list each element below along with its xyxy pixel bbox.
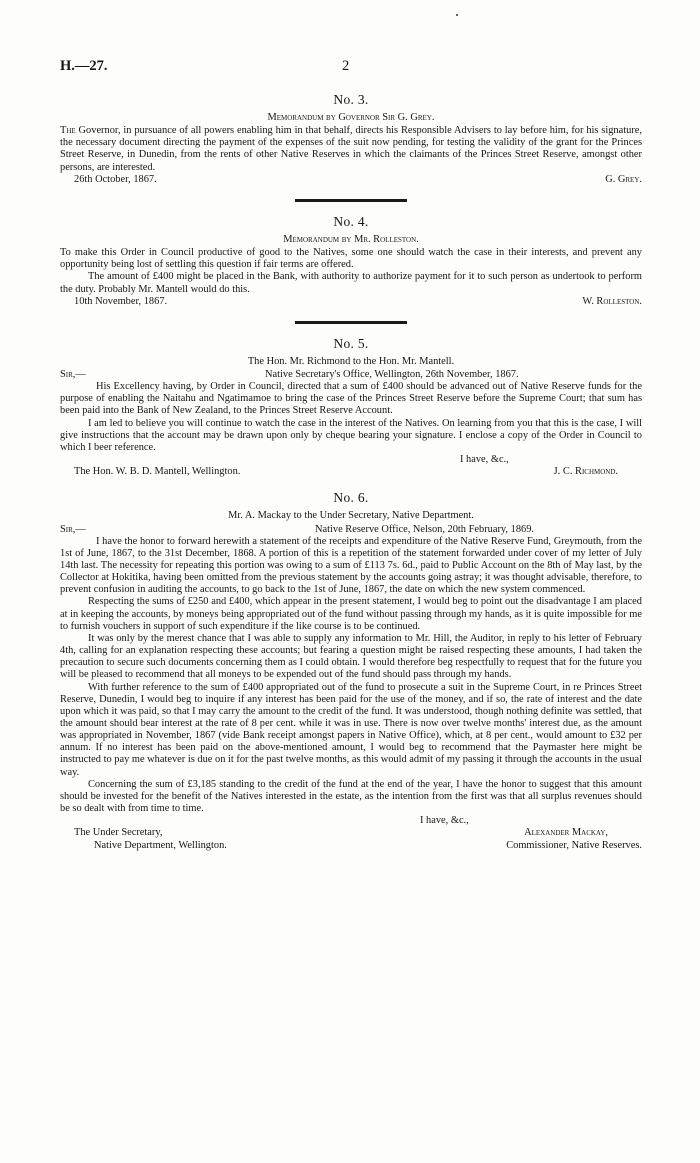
signature: G. Grey. [605, 173, 642, 185]
document-title: The Hon. Mr. Richmond to the Hon. Mr. Mantell. [247, 355, 455, 367]
signature: J. C. Richmond. [553, 466, 618, 478]
addressee-signature-row [60, 827, 642, 839]
document-number: No. 5. [333, 335, 369, 351]
paragraph: The amount of £400 might be placed in the Bank, with authority to authorize payment for it to such person as undertook to perform the duty. Probably Mr. Mantell would do this. [60, 271, 642, 295]
addressee-line-1: The Under Secretary, [74, 827, 163, 839]
paragraph: His Excellency having, by Order in Council, directed that a sum of £400 should be advanced out of Native Reserve funds for the purpose of enabling the Naitahu and Ngatimamoe to bring the case of the Princes Street Reserve before the Supreme Court; that sum has been paid into the Bank of New Zealand, to the Princes Street Reserve Account. [60, 381, 642, 417]
letter-no-6 [60, 490, 642, 851]
document-number: No. 4. [333, 213, 369, 229]
paragraph: Concerning the sum of £3,185 standing to the credit of the fund at the end of the year, I have the honor to suggest that this amount should be invested for the benefit of the Natives interested in the estate, as the intention from the first was that all surplus revenues should be so dealt with from time to time. [60, 778, 642, 815]
addressee-signature-row [60, 466, 642, 478]
page-header [60, 58, 642, 78]
closing-row [60, 815, 642, 827]
lead-word: The [60, 125, 76, 137]
salutation: Sir,— [60, 523, 86, 535]
page-number: 2 [342, 58, 350, 74]
section-divider [295, 321, 407, 324]
closing-row [60, 454, 642, 466]
dateline: Native Reserve Office, Nelson, 20th February, 1869. [315, 523, 535, 535]
speck-mark [456, 14, 458, 16]
signature: Alexander Mackay, [524, 827, 608, 839]
paragraph: I have the honor to forward herewith a statement of the receipts and expenditure of the Native Reserve Fund, Greymouth, from the 1st of June, 1867, to the 31st December, 1868. A portion of this is a repetition of the statement forwarded under cover of my letter of July 14th last. The necessity for repeating this portion was owing to a sum of £113 7s. 6d., paid to Public Account on the 8th of May last, by the Collector at Hokitika, having been omitted from the previous statement by the accounts going astray; it was thought advisable, therefore, to prevent confusion in auditing the accounts, to go back to the 1st of June, 1867, the date on which the new system commenced. [60, 535, 642, 596]
addressee-title-row [60, 840, 642, 852]
document-title: Mr. A. Mackay to the Under Secretary, Native Department. [228, 510, 474, 522]
document-title: Memorandum by Mr. Rolleston. [283, 233, 419, 245]
section-divider [295, 199, 407, 202]
document-title: Memorandum by Governor Sir G. Grey. [267, 112, 435, 123]
date: 10th November, 1867. [74, 295, 168, 307]
date-signature-row [60, 174, 642, 186]
document-number: No. 3. [333, 92, 369, 107]
salutation: Sir,— [60, 369, 86, 380]
paragraph: Respecting the sums of £250 and £400, which appear in the present statement, I would beg to point out the disadvantage I am placed at in keeping the accounts, by moneys being appropriated out of the fund without passing through my hands, as it is quite impossible for me to furnish vouchers in support of such expenditure if the like course is to be continued. [60, 596, 642, 632]
salutation-row [60, 369, 642, 381]
closing: I have, &c., [460, 454, 509, 466]
date-signature-row [60, 296, 642, 308]
date: 26th October, 1867. [74, 173, 157, 185]
addressee-line-2: Native Department, Wellington. [94, 839, 227, 851]
memorandum-no-4 [60, 214, 642, 308]
signature-title: Commissioner, Native Reserves. [506, 839, 642, 851]
document-body [60, 92, 642, 852]
closing: I have, &c., [420, 815, 469, 827]
signature: W. Rolleston. [582, 295, 642, 307]
paragraph: To make this Order in Council productive of good to the Natives, some one should watch the case in their interests, and prevent any opportunity being lost of settling this question if fair terms are offered. [60, 247, 642, 271]
memorandum-no-3 [60, 92, 642, 186]
paragraph [60, 125, 642, 174]
paragraph: It was only by the merest chance that I was able to supply any information to Mr. Hill, the Auditor, in reply to his letter of February 4th, calling for an explanation respecting these accounts; but fearing a question might be raised respecting these amounts, I had taken the precaution to secure such documents concerning them as I could obtain. I would therefore beg respectfully to request that for the future you will be pleased to recommend that all moneys to be expended out of the fund should pass through my hands. [60, 632, 642, 681]
document-number: No. 6. [333, 490, 369, 506]
paragraph-text: Governor, in pursuance of all powers enabling him in that behalf, directs his Responsible Advisers to lay before him, for his signature, the necessary document directing the payment of the expenses of the suit now pending, for testing the validity of the grant for the Princes Street Reserve, in Dunedin, from the rents of other Native Reserves in which the claimants of the Princes Street Reserve, amongst other persons, are interested. [60, 125, 642, 173]
paper-reference: H.—27. [60, 58, 108, 74]
letter-no-5 [60, 336, 642, 479]
salutation-row [60, 524, 642, 536]
paragraph: With further reference to the sum of £400 appropriated out of the fund to prosecute a suit in the Supreme Court, in re Princes Street Reserve, Dunedin, I would beg to inquire if any interest has been paid for the use of the money, and if so, the rate of interest and the date upon which it was paid, so that I may carry the amount to the credit of the fund. It was understood, though nothing definite was settled, that the amount should bear interest at the rate of 8 per cent. while it was in use. There is now over twelve months' interest due, as the amount was appropriated in November, 1867 (vide Bank receipt amongst papers in Native Office), which, at 8 per cent., would amount to £32 per annum. If no interest has been paid on the above-mentioned amount, I would beg to recommend that the Paymaster here might be instructed to pay me whatever is due on it for the past twelve months, as this would admit of my passing it through the accounts in the usual way. [60, 681, 642, 778]
addressee: The Hon. W. B. D. Mantell, Wellington. [74, 466, 241, 478]
dateline: Native Secretary's Office, Wellington, 26th November, 1867. [265, 369, 519, 380]
paragraph: I am led to believe you will continue to watch the case in the interest of the Natives. On learning from you that this is the case, I will give instructions that the account may be drawn upon only by cheque bearing your signature. I enclose a copy of the Order in Council to which I beer reference. [60, 417, 642, 453]
